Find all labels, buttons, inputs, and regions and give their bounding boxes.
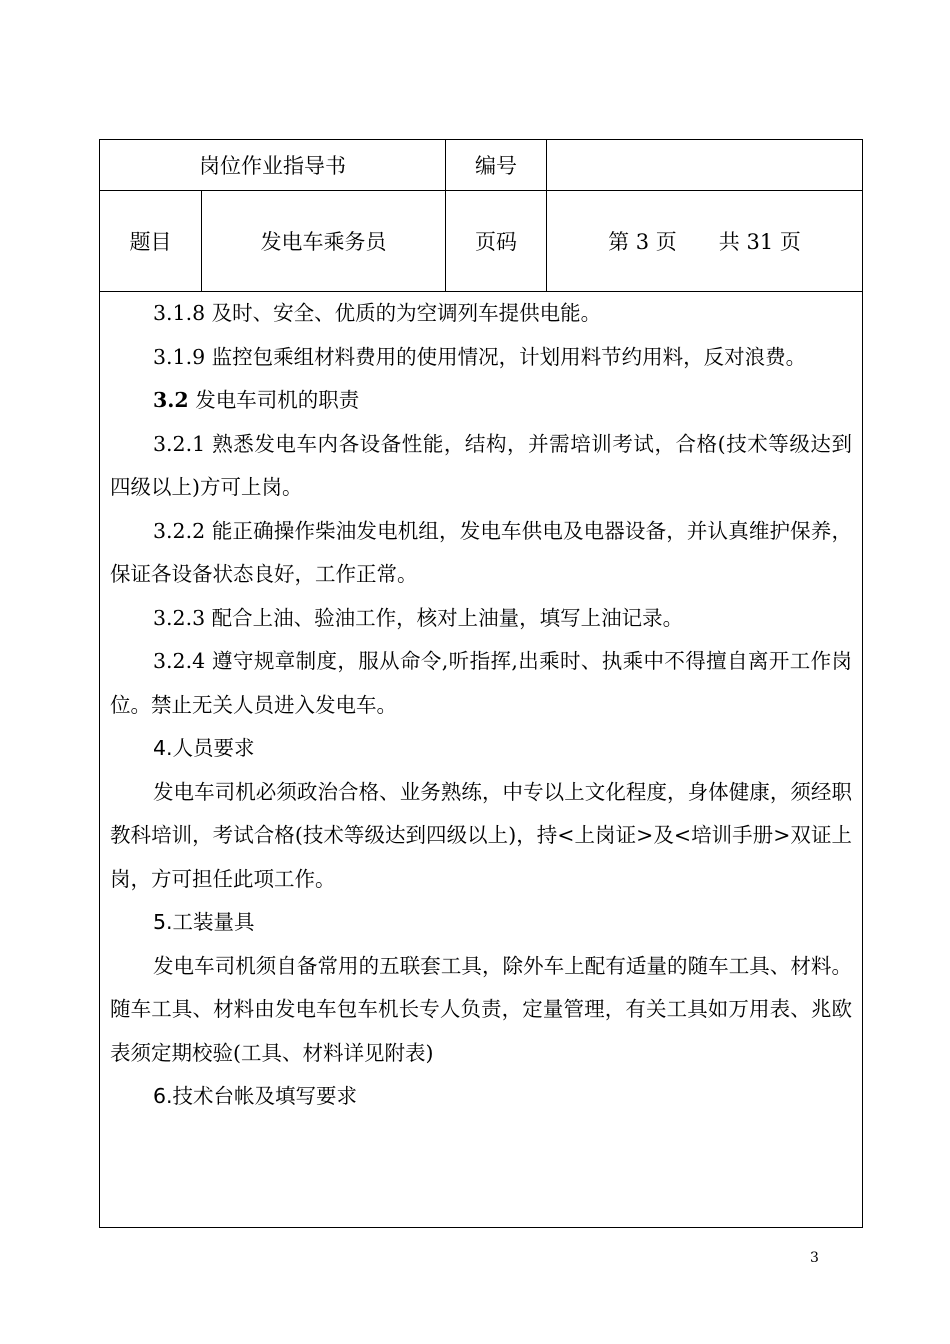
page-label — [446, 191, 547, 292]
section-3-2-number: 3.2 — [153, 388, 189, 412]
section-6-heading: 6.技术台帐及填写要求 — [153, 1084, 358, 1108]
paragraph-4: 发电车司机必须政治合格、业务熟练，中专以上文化程度，身体健康，须经职教科培训，考试合格(技术等级达到四级以上)，持<上岗证>及<培训手册>双证上岗，方可担任此项工作。 — [110, 779, 852, 891]
page-value-text: 第 3 页 共 31 页 — [608, 230, 801, 254]
paragraph-3-2-4: 3.2.4 遵守规章制度，服从命令,听指挥,出乘时、执乘中不得擅自离开工作岗位。禁止无关人员进入发电车。 — [110, 649, 852, 717]
subject-value-text: 发电车乘务员 — [260, 230, 387, 254]
document-frame — [99, 139, 863, 1228]
doc-title — [100, 140, 446, 191]
paragraph-3-2-1: 3.2.1 熟悉发电车内各设备性能，结构，并需培训考试，合格(技术等级达到四级以上)方可上岗。 — [110, 431, 852, 499]
subject-label-text: 题目 — [129, 230, 172, 254]
page-label-text: 页码 — [475, 230, 517, 254]
section-3-2-title: 发电车司机的职责 — [188, 388, 360, 412]
subject-label — [100, 191, 202, 292]
section-5-heading: 5.工装量具 — [153, 910, 255, 934]
paragraph-3-1-9: 3.1.9 监控包乘组材料费用的使用情况，计划用料节约用料，反对浪费。 — [153, 344, 807, 369]
section-4-heading: 4.人员要求 — [153, 736, 255, 760]
paragraph-3-1-8: 3.1.8 及时、安全、优质的为空调列车提供电能。 — [153, 301, 602, 325]
paragraph-3-2-2: 3.2.2 能正确操作柴油发电机组，发电车供电及电器设备，并认真维护保养，保证各设备状态良好，工作正常。 — [110, 518, 852, 586]
code-label-text: 编号 — [475, 154, 517, 178]
page-number: 3 — [810, 1250, 819, 1266]
code-value — [547, 140, 862, 191]
page-value — [547, 191, 862, 292]
paragraph-5: 发电车司机须自备常用的五联套工具，除外车上配有适量的随车工具、材料。随车工具、材料由发电车包车机长专人负责，定量管理，有关工具如万用表、兆欧表须定期校验(工具、材料详见附表) — [110, 953, 852, 1065]
subject-value — [202, 191, 446, 292]
document-body — [100, 292, 862, 1119]
doc-title-text: 岗位作业指导书 — [199, 154, 346, 178]
paragraph-3-2-3: 3.2.3 配合上油、验油工作，核对上油量，填写上油记录。 — [153, 605, 684, 630]
code-label — [446, 140, 547, 191]
section-3-2-heading — [110, 379, 852, 423]
